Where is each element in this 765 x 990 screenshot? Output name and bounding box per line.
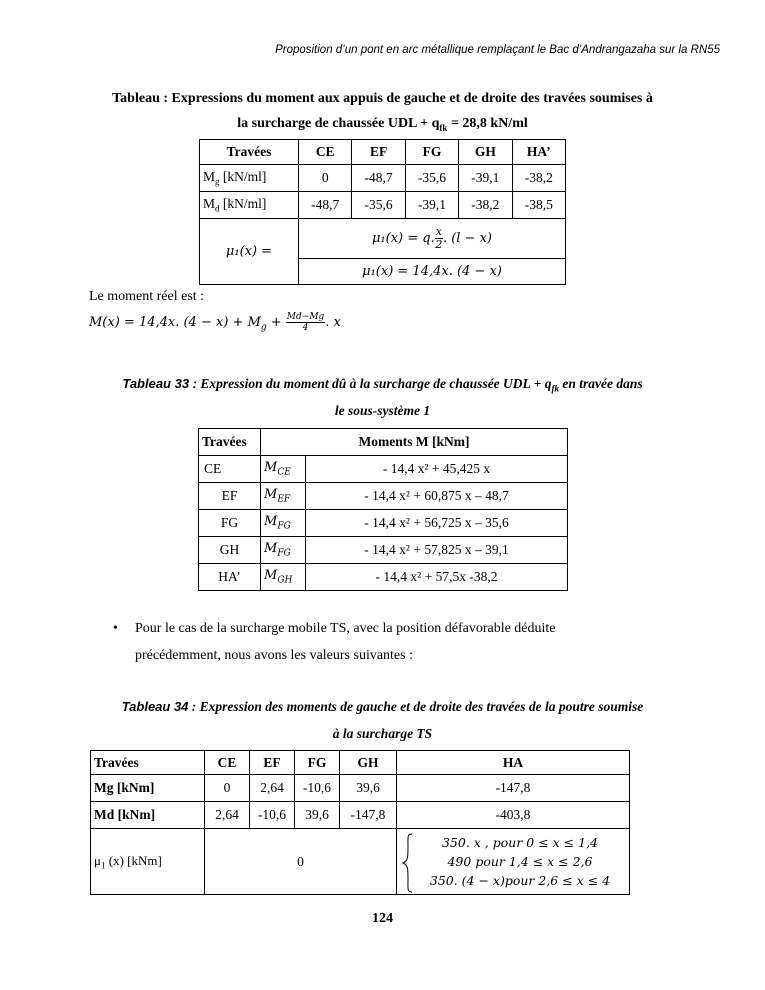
table-cell: 39,6 — [295, 802, 340, 829]
table-row — [200, 165, 566, 192]
symbol-cell: $M_{GH}$ — [261, 564, 306, 591]
table-cell: -10,6 — [295, 775, 340, 802]
table-cell: -48,7 — [299, 192, 352, 219]
header-cell: Travées — [199, 429, 261, 456]
symbol-cell: $M_{EF}$ — [261, 483, 306, 510]
table-row — [199, 537, 568, 564]
table-cell: -35,6 — [352, 192, 405, 219]
mu-label: μ₁(x) = — [200, 219, 299, 285]
table-cell: -10,6 — [250, 802, 295, 829]
row-label: Md [kNm] — [91, 802, 205, 829]
table-cell: -147,8 — [340, 802, 397, 829]
table-row — [91, 775, 630, 802]
header-cell: GH — [459, 140, 512, 165]
table-cell: -147,8 — [397, 775, 630, 802]
table34-prefix: Tableau 34 — [121, 699, 189, 714]
header-cell: Moments M [kNm] — [261, 429, 568, 456]
table-row — [91, 802, 630, 829]
header-cell: HA — [397, 751, 630, 775]
row-label: $M_d$ [kN/ml] — [200, 192, 299, 219]
mu-formula-general: μ₁(x) = q. $\frac{x}{2}$ . (l − x) — [299, 219, 566, 259]
span-cell: FG — [199, 510, 261, 537]
table33-caption-line1: Tableau 33 : Expression du moment dû à la surcharge de chaussée UDL + $q_{fk}$ en travée dans — [122, 376, 643, 394]
span-cell: HA’ — [199, 564, 261, 591]
table-cell: 2,64 — [205, 802, 250, 829]
mu-label: $\mu_1$ (x) [kNm] — [91, 829, 205, 895]
table-cell: 0 — [205, 775, 250, 802]
row-label: $M_g$ [kN/ml] — [200, 165, 299, 192]
header-cell: EF — [250, 751, 295, 775]
table-cell: -48,7 — [352, 165, 405, 192]
table-udl-caption-line1: Tableau : Expressions du moment aux appuis de gauche et de droite des travées soumises à — [112, 91, 653, 106]
table-row — [91, 829, 630, 895]
moment-reel-text: Le moment réel est : — [89, 289, 205, 304]
bullet-line2: précédemment, nous avons les valeurs suivantes : — [135, 648, 413, 663]
table-cell: -39,1 — [405, 192, 458, 219]
table-header-row — [91, 751, 630, 775]
header-cell: FG — [405, 140, 458, 165]
table34-caption-line1: Tableau 34 : Expression des moments de gauche et de droite des travées de la poutre soumise — [121, 699, 644, 714]
expr-cell: - 14,4 x² + 56,725 x – 35,6 — [306, 510, 568, 537]
table-row — [199, 510, 568, 537]
symbol-cell: $M_{FG}$ — [261, 510, 306, 537]
frac-denominator: 2 — [435, 238, 443, 251]
table34 — [90, 750, 630, 895]
span-cell: GH — [199, 537, 261, 564]
table33-caption-line2: le sous-système 1 — [334, 403, 431, 418]
piece-1: 350. x , pour 0 ≤ x ≤ 1,4 — [441, 835, 599, 850]
header-cell: Travées — [200, 140, 299, 165]
table-cell: -38,2 — [459, 192, 512, 219]
expr-cell: - 14,4 x² + 57,5x -38,2 — [306, 564, 568, 591]
header-cell: GH — [340, 751, 397, 775]
table-row — [199, 564, 568, 591]
table-header-row — [200, 140, 566, 165]
table-cell: 2,64 — [250, 775, 295, 802]
table-cell: -35,6 — [405, 165, 458, 192]
table-udl-supports — [199, 139, 566, 285]
table-cell: -39,1 — [459, 165, 512, 192]
mu-formula-specific: μ₁(x) = 14,4x. (4 − x) — [299, 259, 566, 285]
bullet-icon: • — [113, 621, 118, 636]
expr-cell: - 14,4 x² + 57,825 x – 39,1 — [306, 537, 568, 564]
table-cell: -38,2 — [512, 165, 565, 192]
symbol-cell: $M_{FG}$ — [261, 537, 306, 564]
table-row — [200, 219, 566, 259]
header-cell: FG — [295, 751, 340, 775]
left-brace-icon — [402, 833, 414, 893]
frac-numerator: Md−Mg — [286, 312, 325, 322]
frac-denominator: 4 — [302, 323, 309, 333]
table-cell: -38,5 — [512, 192, 565, 219]
span-cell: CE — [199, 456, 261, 483]
header-cell: HA’ — [512, 140, 565, 165]
moment-reel-formula: M(x) = 14,4x. $(4 - x) + M_g$ + $\frac{Md-Mg}{4}$ . x — [89, 312, 341, 333]
running-header: Proposition d’un pont en arc métallique remplaçant le Bac d’Andrangazaha sur la RN55 — [275, 44, 720, 56]
table33 — [198, 428, 568, 591]
header-cell: Travées — [91, 751, 205, 775]
table-header-row — [199, 429, 568, 456]
bullet-line1: Pour le cas de la surcharge mobile TS, avec la position défavorable déduite — [135, 621, 556, 636]
header-cell: EF — [352, 140, 405, 165]
page-number: 124 — [372, 911, 393, 926]
table-udl-caption-line2: la surcharge de chaussée UDL + $q_{fk} = 28,8$ kN/ml — [237, 116, 528, 133]
table34-caption-line2: à la surcharge TS — [332, 726, 433, 741]
symbol-cell: $M_{CE}$ — [261, 456, 306, 483]
expr-cell: - 14,4 x² + 60,875 x – 48,7 — [306, 483, 568, 510]
piecewise-function — [400, 833, 626, 890]
mu-piecewise-cell — [397, 829, 630, 895]
table-row — [199, 483, 568, 510]
mu-zero-cell: 0 — [205, 829, 397, 895]
table-cell: 39,6 — [340, 775, 397, 802]
table-cell: -403,8 — [397, 802, 630, 829]
piece-3: 350. (4 − x)pour 2,6 ≤ x ≤ 4 — [429, 873, 611, 888]
table33-prefix: Tableau 33 : — [122, 376, 198, 391]
table-cell: 0 — [299, 165, 352, 192]
header-cell: CE — [299, 140, 352, 165]
frac-numerator: x — [435, 225, 442, 238]
expr-cell: - 14,4 x² + 45,425 x — [306, 456, 568, 483]
table-row — [199, 456, 568, 483]
span-cell: EF — [199, 483, 261, 510]
piece-2: 490 pour 1,4 ≤ x ≤ 2,6 — [447, 854, 593, 869]
row-label: Mg [kNm] — [91, 775, 205, 802]
header-cell: CE — [205, 751, 250, 775]
table-row — [200, 192, 566, 219]
